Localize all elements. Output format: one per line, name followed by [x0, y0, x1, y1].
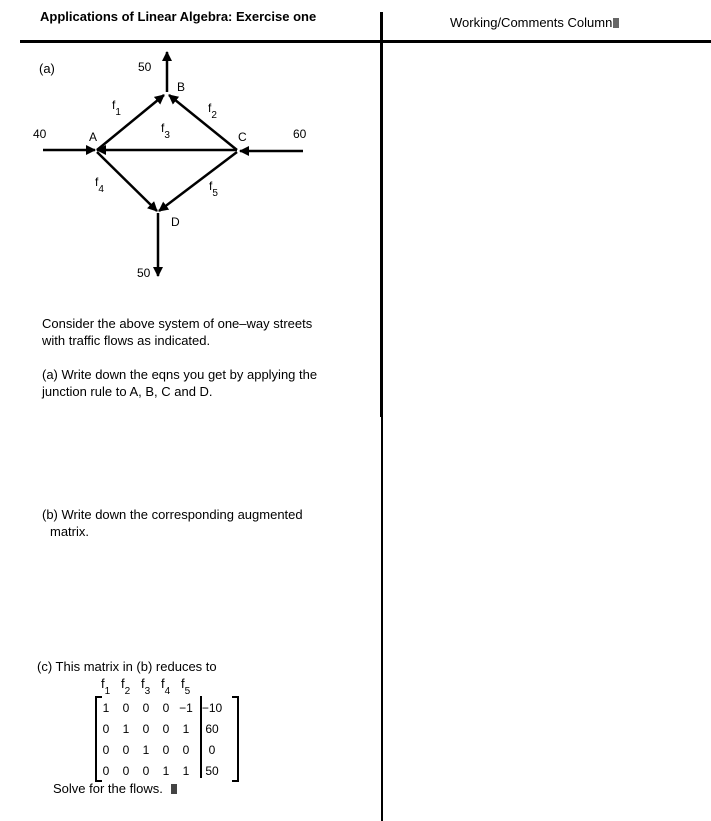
inflow-right-value: 60	[293, 127, 307, 141]
matrix-column-headers	[96, 676, 228, 700]
node-a-label: A	[89, 130, 98, 144]
part-b-line-1: (b) Write down the corresponding augmented	[42, 507, 303, 522]
part-b-line-2: matrix.	[50, 524, 89, 539]
flow-f5-arrow	[159, 152, 237, 211]
text-cursor-marker	[613, 18, 619, 28]
flow-f2-label: $f_2$	[208, 101, 217, 121]
intro-line-2: with traffic flows as indicated.	[42, 333, 211, 348]
part-c-question: (c) This matrix in (b) reduces to	[37, 659, 217, 674]
node-c-label: C	[238, 130, 247, 144]
column-divider-top	[380, 12, 383, 417]
outflow-bottom-value: 50	[137, 266, 151, 280]
matrix-right-bracket	[232, 696, 239, 782]
part-b-question	[42, 506, 303, 540]
node-b-label: B	[177, 80, 186, 94]
matrix-col-f1: $f_1$	[101, 676, 111, 697]
reduced-matrix	[96, 676, 228, 784]
traffic-flow-diagram	[0, 0, 380, 300]
flow-f2-arrow	[169, 95, 237, 150]
working-column-label: Working/Comments Column	[450, 15, 613, 30]
flow-f4-label: $f_4$	[95, 175, 104, 195]
flow-f4-arrow	[97, 152, 157, 211]
matrix-col-f5: $f_5$	[181, 676, 191, 697]
matrix-row: 1 0 0 0 −1 −10	[102, 701, 223, 715]
node-d-label: D	[171, 215, 180, 229]
matrix-row: 0 0 0 1 1 50	[102, 764, 219, 778]
solve-text: Solve for the flows.	[53, 781, 163, 796]
intro-text	[42, 315, 312, 349]
solve-instruction	[53, 780, 177, 797]
part-a-label: (a)	[39, 61, 55, 76]
column-divider-bottom	[381, 417, 383, 821]
part-a-line-1: (a) Write down the eqns you get by applying the	[42, 367, 318, 382]
part-a-line-2: junction rule to A, B, C and D.	[42, 384, 213, 399]
matrix-col-f2: $f_2$	[121, 676, 131, 697]
outflow-top-value: 50	[138, 60, 152, 74]
flow-f1-label: $f_1$	[112, 98, 121, 118]
matrix-col-f3: $f_3$	[141, 676, 151, 697]
flow-f1-arrow	[97, 95, 164, 150]
matrix-row: 0 1 0 0 1 60	[102, 722, 219, 736]
matrix-row: 0 0 1 0 0 0	[102, 743, 216, 757]
flow-f5-label: $f_5$	[209, 179, 218, 199]
working-column-title	[450, 15, 619, 30]
intro-line-1: Consider the above system of one–way streets	[42, 316, 313, 331]
inflow-left-value: 40	[33, 127, 47, 141]
end-marker	[171, 784, 177, 794]
exercise-title: Applications of Linear Algebra: Exercise one	[40, 9, 317, 24]
flow-f3-label: $f_3$	[161, 121, 170, 141]
matrix-col-f4: $f_4$	[161, 676, 171, 697]
part-a-question	[42, 366, 317, 400]
